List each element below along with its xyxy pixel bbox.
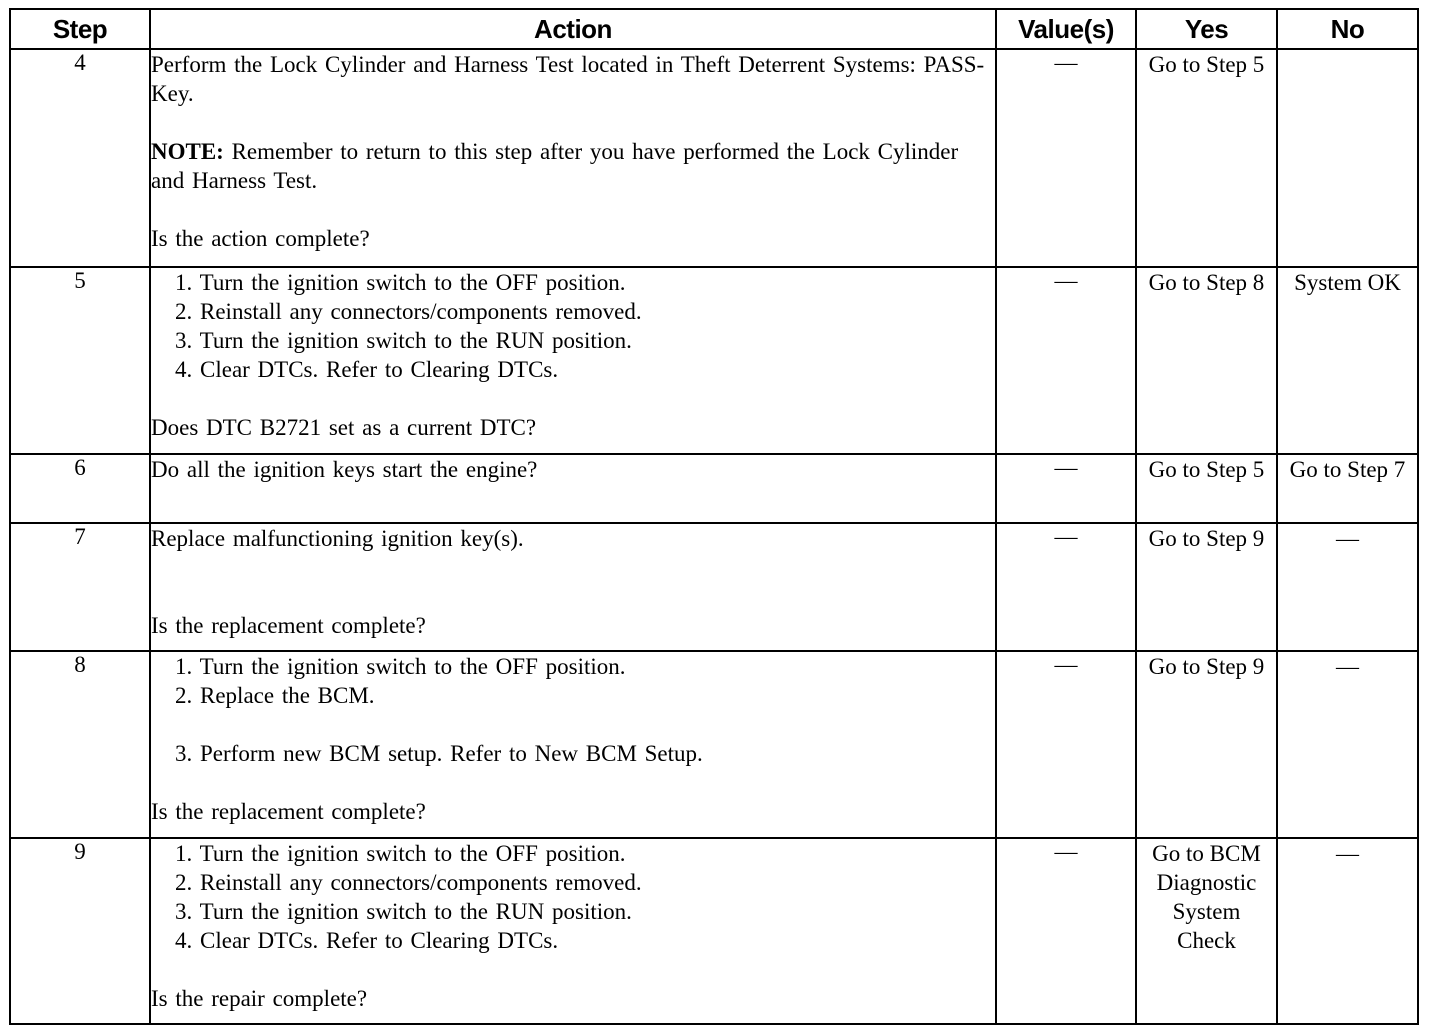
value-cell: — (996, 523, 1136, 651)
no-cell: Go to Step 7 (1277, 454, 1418, 523)
list-item: 3. Perform new BCM setup. Refer to New BCM Setup. (175, 741, 703, 766)
value-cell: — (996, 838, 1136, 1024)
yes-cell: Go to Step 5 (1136, 454, 1277, 523)
action-cell (150, 838, 996, 1024)
step-list (151, 268, 995, 384)
table-row (10, 651, 1418, 838)
action-question: Is the replacement complete? (151, 799, 426, 824)
header-no: No (1277, 9, 1418, 49)
table-row (10, 267, 1418, 454)
list-item: 4. Clear DTCs. Refer to Clearing DTCs. (175, 357, 559, 382)
list-item: 3. Turn the ignition switch to the RUN position. (175, 328, 632, 353)
action-question: Do all the ignition keys start the engine? (151, 457, 538, 482)
table-row (10, 49, 1418, 267)
no-cell: System OK (1277, 267, 1418, 454)
list-item: 1. Turn the ignition switch to the OFF position. (175, 270, 626, 295)
action-text: Perform the Lock Cylinder and Harness Test located in Theft Deterrent Systems: PASS-Key. (151, 52, 985, 106)
value-cell: — (996, 267, 1136, 454)
action-cell (150, 49, 996, 267)
yes-cell: Go to Step 5 (1136, 49, 1277, 267)
note-text: Remember to return to this step after you have performed the Lock Cylinder and Harness Test. (151, 139, 959, 193)
action-question: Is the repair complete? (151, 986, 368, 1011)
header-values: Value(s) (996, 9, 1136, 49)
table-row (10, 454, 1418, 523)
step-number: 4 (10, 49, 150, 267)
table-row (10, 838, 1418, 1024)
no-cell: — (1277, 523, 1418, 651)
action-question: Does DTC B2721 set as a current DTC? (151, 415, 537, 440)
action-cell (150, 267, 996, 454)
step-number: 6 (10, 454, 150, 523)
header-row (10, 9, 1418, 49)
list-item: 2. Replace the BCM. (175, 683, 375, 708)
action-cell (150, 454, 996, 523)
no-cell: — (1277, 651, 1418, 838)
step-list (151, 652, 995, 768)
yes-cell: Go to Step 8 (1136, 267, 1277, 454)
value-cell: — (996, 49, 1136, 267)
action-cell (150, 523, 996, 651)
no-cell (1277, 49, 1418, 267)
action-question: Is the replacement complete? (151, 613, 426, 638)
list-item: 2. Reinstall any connectors/components removed. (175, 299, 642, 324)
yes-cell: Go to BCM Diagnostic System Check (1136, 838, 1277, 1024)
step-number: 8 (10, 651, 150, 838)
no-cell: — (1277, 838, 1418, 1024)
step-number: 5 (10, 267, 150, 454)
list-item: 3. Turn the ignition switch to the RUN position. (175, 899, 632, 924)
header-action: Action (150, 9, 996, 49)
list-item: 2. Reinstall any connectors/components removed. (175, 870, 642, 895)
note (151, 137, 995, 195)
action-text: Replace malfunctioning ignition key(s). (151, 526, 524, 551)
note-label: NOTE: (151, 139, 224, 164)
step-number: 9 (10, 838, 150, 1024)
diagnostic-table (9, 8, 1419, 1025)
action-question: Is the action complete? (151, 226, 370, 251)
step-number: 7 (10, 523, 150, 651)
action-cell (150, 651, 996, 838)
header-step: Step (10, 9, 150, 49)
list-item: 1. Turn the ignition switch to the OFF position. (175, 654, 626, 679)
header-yes: Yes (1136, 9, 1277, 49)
list-item: 1. Turn the ignition switch to the OFF position. (175, 841, 626, 866)
table-row (10, 523, 1418, 651)
step-list (151, 839, 995, 955)
value-cell: — (996, 454, 1136, 523)
yes-cell: Go to Step 9 (1136, 651, 1277, 838)
value-cell: — (996, 651, 1136, 838)
list-item: 4. Clear DTCs. Refer to Clearing DTCs. (175, 928, 559, 953)
yes-cell: Go to Step 9 (1136, 523, 1277, 651)
